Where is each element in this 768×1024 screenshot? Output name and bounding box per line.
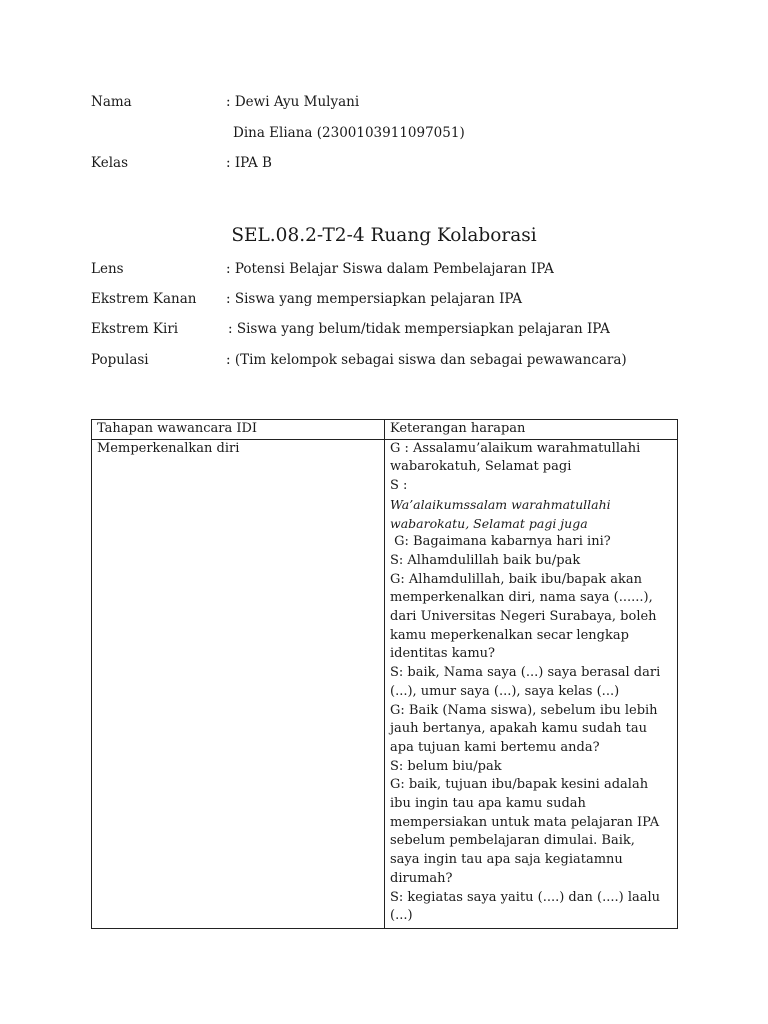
dialogue-line: kamu meperkenalkan secar lengkap	[390, 627, 629, 643]
lens-label: Lens	[91, 261, 124, 277]
dialogue-line: S :	[390, 478, 408, 494]
dialogue-line: wabarokatuh, Selamat pagi	[390, 459, 572, 475]
kelas-label: Kelas	[91, 155, 129, 171]
table-header-expectation: Keterangan harapan	[385, 420, 678, 440]
dialogue-line: G: Baik (Nama siswa), sebelum ibu lebih	[390, 702, 658, 718]
dialogue-line: ibu ingin tau apa kamu sudah	[390, 796, 586, 812]
ekstrem-kiri-value: : Siswa yang belum/tidak mempersiapkan pelajaran IPA	[228, 321, 610, 337]
populasi-value: : (Tim kelompok sebagai siswa dan sebagai pewawancara)	[226, 352, 627, 368]
dialogue-line: identitas kamu?	[390, 646, 496, 662]
ekstrem-kiri-label: Ekstrem Kiri	[91, 321, 179, 337]
lens-value: : Potensi Belajar Siswa dalam Pembelajaran IPA	[226, 261, 554, 277]
dialogue-line: G: Bagaimana kabarnya hari ini?	[390, 534, 611, 550]
dialogue-line: memperkenalkan diri, nama saya (......),	[390, 590, 653, 606]
nama-value-2: Dina Eliana (2300103911097051)	[233, 125, 465, 141]
dialogue-line: S: Alhamdulillah baik bu/pak	[390, 552, 581, 568]
dialogue-line: G: Alhamdulillah, baik ibu/bapak akan	[390, 571, 642, 587]
table-header-row	[92, 420, 678, 440]
dialogue-line: saya ingin tau apa saja kegiatamnu	[390, 852, 623, 868]
dialogue-line: G : Assalamu’alaikum warahmatullahi	[390, 440, 641, 456]
interview-table	[91, 419, 678, 929]
dialogue-line: dirumah?	[390, 870, 453, 886]
dialogue-line-italic: wabarokatu, Selamat pagi juga	[390, 515, 588, 531]
document-title: SEL.08.2-T2-4 Ruang Kolaborasi	[231, 225, 537, 246]
expectation-cell	[385, 439, 678, 928]
populasi-label: Populasi	[91, 352, 149, 368]
dialogue-line: apa tujuan kami bertemu anda?	[390, 739, 600, 755]
dialogue-line-italic: Wa’alaikumssalam warahmatullahi	[390, 496, 611, 512]
ekstrem-kanan-value: : Siswa yang mempersiapkan pelajaran IPA	[226, 291, 523, 307]
nama-label: Nama	[91, 94, 132, 110]
dialogue-line: jauh bertanya, apakah kamu sudah tau	[390, 721, 647, 737]
dialogue-line: sebelum pembelajaran dimulai. Baik,	[390, 833, 635, 849]
nama-value: : Dewi Ayu Mulyani	[226, 94, 360, 110]
stage-cell: Memperkenalkan diri	[92, 439, 385, 928]
dialogue-line: S: kegiatas saya yaitu (....) dan (....) laalu	[390, 889, 661, 905]
dialogue-line: S: baik, Nama saya (...) saya berasal dari	[390, 665, 661, 681]
dialogue-line: dari Universitas Negeri Surabaya, boleh	[390, 609, 657, 625]
table-header-stage: Tahapan wawancara IDI	[92, 420, 385, 440]
dialogue-line: G: baik, tujuan ibu/bapak kesini adalah	[390, 777, 649, 793]
ekstrem-kanan-label: Ekstrem Kanan	[91, 291, 197, 307]
dialogue-line: (...), umur saya (...), saya kelas (...)	[390, 683, 620, 699]
dialogue-line: mempersiakan untuk mata pelajaran IPA	[390, 814, 660, 830]
dialogue-line: (...)	[390, 908, 413, 924]
kelas-value: : IPA B	[226, 155, 272, 171]
dialogue-line: S: belum biu/pak	[390, 758, 502, 774]
table-row	[92, 439, 678, 928]
